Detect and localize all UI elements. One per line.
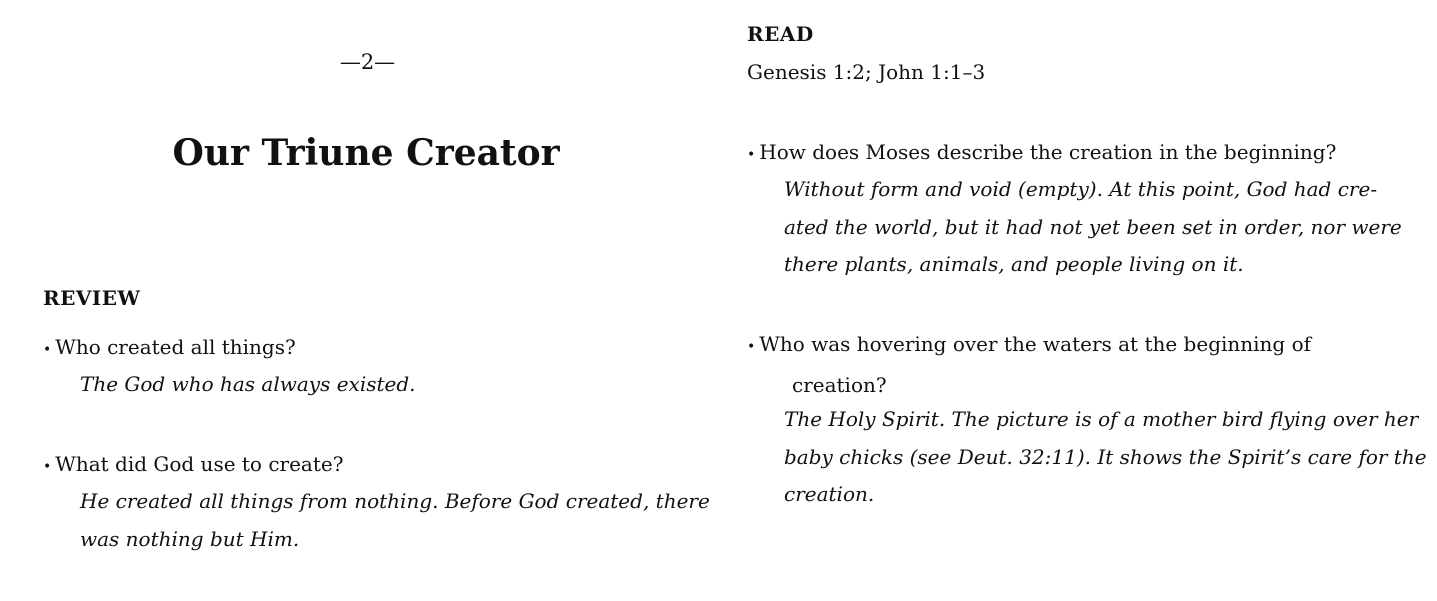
question-text: What did God use to create? xyxy=(55,452,344,476)
answer-line: creation. xyxy=(784,482,875,506)
bullet: • xyxy=(43,342,52,358)
answer-line: The Holy Spirit. The picture is of a mother bird flying over her xyxy=(784,407,1419,431)
read-answer-1 xyxy=(784,171,1402,284)
review-question-1 xyxy=(43,329,296,370)
read-question-1 xyxy=(747,134,1336,175)
read-heading: READ xyxy=(747,22,814,46)
answer-line: He created all things from nothing. Before God created, there xyxy=(80,489,710,513)
question-text: Who created all things? xyxy=(55,335,296,359)
review-answer-1 xyxy=(80,366,416,404)
review-answer-2 xyxy=(80,483,710,558)
question-text: Who was hovering over the waters at the beginning of xyxy=(759,332,1312,356)
read-reference: Genesis 1:2; John 1:1–3 xyxy=(747,60,986,84)
question-text: How does Moses describe the creation in the beginning? xyxy=(759,140,1337,164)
bullet: • xyxy=(43,459,52,475)
answer-line: there plants, animals, and people living on it. xyxy=(784,252,1244,276)
answer-line: Without form and void (empty). At this point, God had cre- xyxy=(784,177,1378,201)
answer-line: baby chicks (see Deut. 32:11). It shows the Spirit’s care for the xyxy=(784,444,1427,469)
review-heading: REVIEW xyxy=(43,286,141,310)
bullet: • xyxy=(747,339,756,355)
review-question-2 xyxy=(43,446,343,487)
read-answer-2 xyxy=(784,401,1427,514)
answer-line: ated the world, but it had not yet been set in order, nor were xyxy=(784,214,1402,239)
answer-text: The God who has always existed. xyxy=(80,372,416,396)
bullet: • xyxy=(747,147,756,163)
read-question-2 xyxy=(747,326,1311,404)
answer-line: was nothing but Him. xyxy=(80,526,300,551)
question-continuation: creation? xyxy=(792,372,887,397)
page-number: —2— xyxy=(339,50,396,74)
page-title: Our Triune Creator xyxy=(172,132,560,174)
